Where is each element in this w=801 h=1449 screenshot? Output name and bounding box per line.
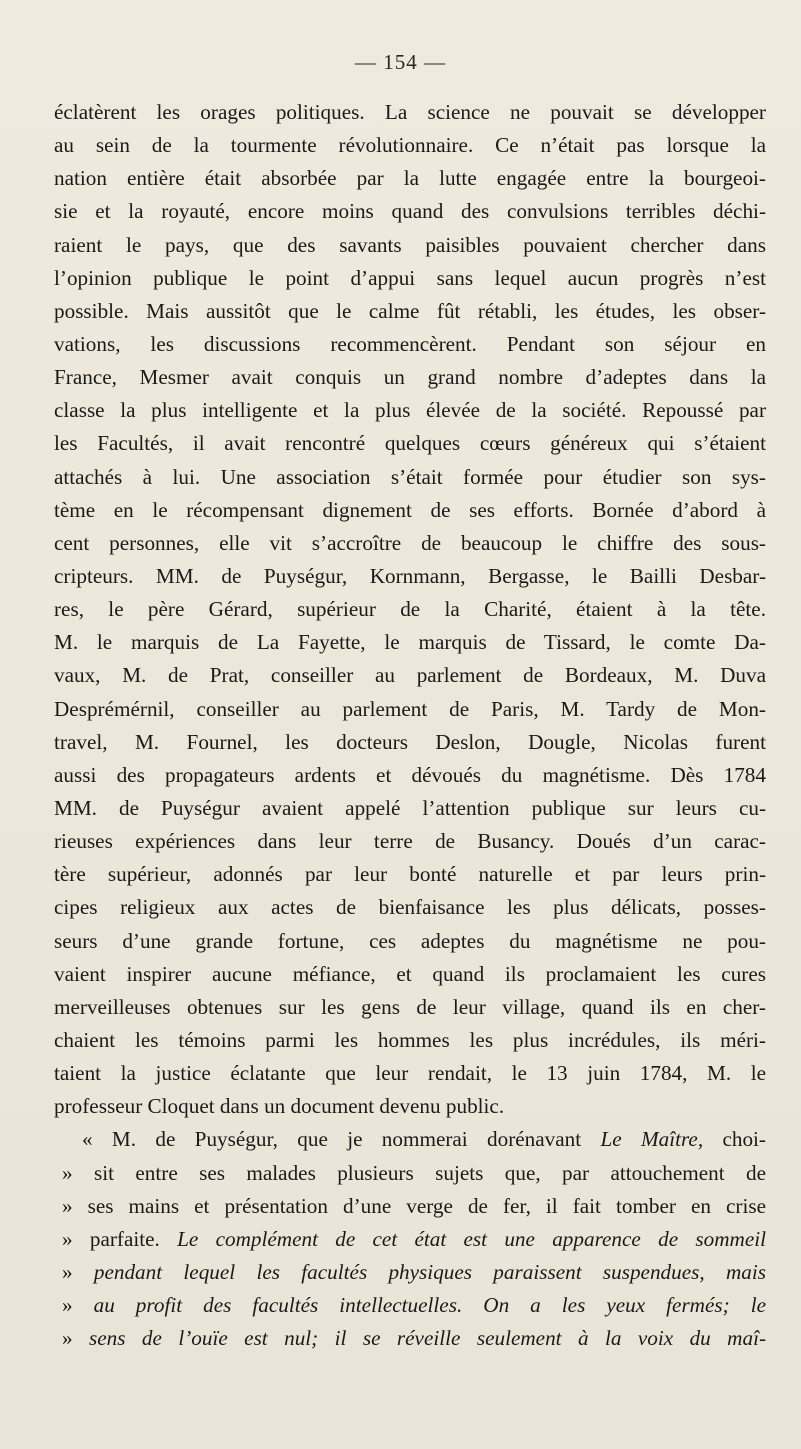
quote-line-5-italic: pendant lequel les facultés physiques paraissent suspendues, mais	[93, 1259, 766, 1284]
text-line-2: au sein de la tourmente révolutionnaire. Ce n’était pas lorsque la	[54, 133, 766, 158]
quote-line-6-italic: au profit des facultés intellectuelles. On a les yeux fermés; le	[93, 1293, 766, 1318]
text-line-27: vaient inspirer aucune méfiance, et quand ils proclamaient les cures	[54, 961, 766, 986]
quote-line-6-part-1: »	[62, 1293, 94, 1318]
quote-line-5	[54, 1256, 766, 1289]
quote-line-1-part-1: « M. de Puységur, que je nommerai dorénavant	[82, 1127, 601, 1152]
text-line-22: MM. de Puységur avaient appelé l’attention publique sur leurs cu-	[54, 795, 766, 820]
text-line-17: M. le marquis de La Fayette, le marquis de Tissard, le comte Da-	[54, 630, 766, 655]
text-line-10: classe la plus intelligente et la plus élevée de la société. Repoussé par	[54, 398, 766, 423]
text-line-1: éclatèrent les orages politiques. La science ne pouvait se développer	[54, 100, 766, 124]
quote-line-1	[54, 1123, 766, 1156]
quote-line-4	[54, 1223, 766, 1256]
text-line-18: vaux, M. de Prat, conseiller au parlement de Bordeaux, M. Duva	[54, 663, 766, 688]
quote-line-7	[54, 1322, 766, 1355]
quote-line-1-part-3: choi-	[703, 1127, 766, 1152]
page-number: — 154 —	[355, 50, 446, 74]
quote-line-5-part-1: »	[62, 1259, 94, 1284]
text-line-4: sie et la royauté, encore moins quand des convulsions terribles déchi-	[54, 199, 766, 224]
text-line-12: attachés à lui. Une association s’était formée pour étudier son sys-	[54, 464, 766, 489]
text-line-20: travel, M. Fournel, les docteurs Deslon, Dougle, Nicolas furent	[54, 729, 766, 754]
text-line-30: taient la justice éclatante que leur rendait, le 13 juin 1784, M. le	[54, 1061, 766, 1086]
quote-line-4-part-1: » parfaite.	[62, 1226, 178, 1251]
text-line-26: seurs d’une grande fortune, ces adeptes du magnétisme ne pou-	[54, 928, 766, 953]
text-line-29: chaient les témoins parmi les hommes les plus incrédules, ils méri-	[54, 1027, 766, 1052]
text-line-6: l’opinion publique le point d’appui sans lequel aucun progrès n’est	[54, 265, 766, 290]
text-line-11: les Facultés, il avait rencontré quelques cœurs généreux qui s’étaient	[54, 431, 766, 456]
text-line-8: vations, les discussions recommencèrent. Pendant son séjour en	[54, 331, 766, 356]
text-line-28: merveilleuses obtenues sur les gens de leur village, quand ils en cher-	[54, 994, 766, 1019]
quote-line-3: » ses mains et présentation d’une verge de fer, il fait tomber en crise	[62, 1193, 766, 1218]
text-line-13: tème en le récompensant dignement de ses efforts. Bornée d’abord à	[54, 497, 766, 522]
quote-line-7-italic: sens de l’ouïe est nul; il se réveille seulement à la voix du maî-	[89, 1326, 767, 1351]
quote-line-6	[54, 1289, 766, 1322]
text-line-5: raient le pays, que des savants paisibles pouvaient chercher dans	[54, 232, 766, 257]
text-line-24: tère supérieur, adonnés par leur bonté naturelle et par leurs prin-	[54, 862, 766, 887]
text-line-14: cent personnes, elle vit s’accroître de beaucoup le chiffre des sous-	[54, 530, 766, 555]
quote-line-1-italic: Le Maître,	[600, 1127, 704, 1152]
quote-line-2: » sit entre ses malades plusieurs sujets que, par attouchement de	[62, 1160, 766, 1185]
text-line-25: cipes religieux aux actes de bienfaisance les plus délicats, posses-	[54, 895, 766, 920]
text-line-19: Desprémérnil, conseiller au parlement de Paris, M. Tardy de Mon-	[54, 696, 766, 721]
quote-line-4-italic: Le complément de cet état est une apparence de sommeil	[177, 1226, 766, 1251]
text-line-21: aussi des propagateurs ardents et dévoués du magnétisme. Dès 1784	[54, 762, 766, 787]
text-line-16: res, le père Gérard, supérieur de la Charité, étaient à la tête.	[54, 597, 766, 622]
text-line-15: cripteurs. MM. de Puységur, Kornmann, Bergasse, le Bailli Desbar-	[54, 563, 766, 588]
text-line-31: professeur Cloquet dans un document devenu public.	[54, 1094, 505, 1119]
text-line-3: nation entière était absorbée par la lutte engagée entre la bourgeoi-	[54, 166, 766, 191]
quote-line-7-part-1: »	[62, 1326, 90, 1351]
text-line-23: rieuses expériences dans leur terre de Busancy. Doués d’un carac-	[54, 829, 766, 854]
text-line-9: France, Mesmer avait conquis un grand nombre d’adeptes dans la	[54, 365, 766, 390]
text-line-7: possible. Mais aussitôt que le calme fût rétabli, les études, les obser-	[54, 298, 766, 323]
body-text	[54, 96, 766, 1355]
